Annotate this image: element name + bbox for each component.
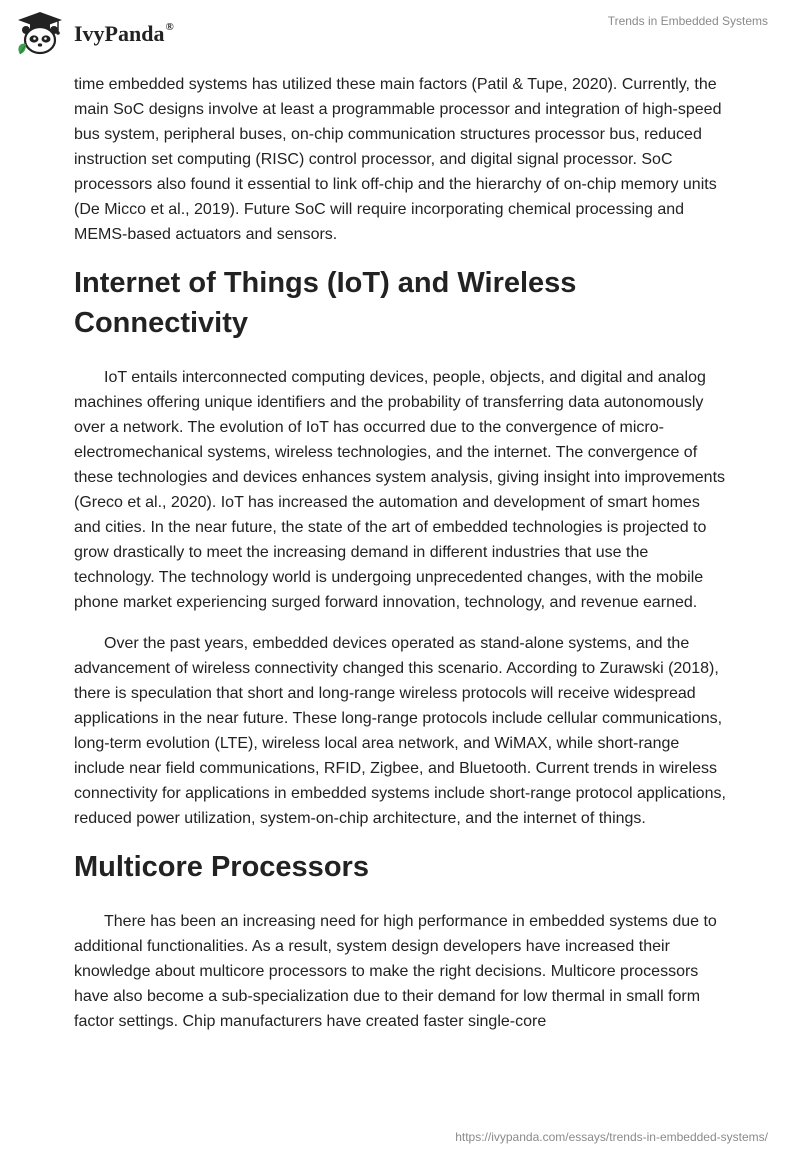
essay-body: [74, 72, 730, 1050]
brand-name: IvyPanda®: [74, 20, 174, 46]
ivypanda-logo[interactable]: [14, 8, 174, 58]
heading-iot-wireless: Internet of Things (IoT) and Wireless Connectivity: [74, 267, 577, 339]
paragraph-soc-continued: time embedded systems has utilized these main factors (Patil & Tupe, 2020). Currently, the main SoC designs involve at least a programmable processor and integration of high-speed bus system, peripheral buses, on-chip communication structures processor bus, reduced instruction set computing (RISC) control processor, and digital signal processor. SoC processors also found it essential to link off-chip and the hierarchy of on-chip memory units (De Micco et al., 2019). Future SoC will require incorporating chemical processing and MEMS-based actuators and sensors.: [74, 76, 722, 243]
paragraph-multicore: There has been an increasing need for high performance in embedded systems due to additional functionalities. As a result, system design developers have increased their knowledge about multicore processors to make the right decisions. Multicore processors have also become a sub-specialization due to their demand for low thermal in small form factor settings. Chip manufacturers have created faster single-core: [74, 913, 717, 1030]
paragraph-iot: IoT entails interconnected computing devices, people, objects, and digital and analog machines offering unique identifiers and the probability of transferring data autonomously over a network. The evolution of IoT has occurred due to the convergence of micro-electromechanical systems, wireless technologies, and the internet. The convergence of these technologies and devices enhances system analysis, giving insight into improvements (Greco et al., 2020). IoT has increased the automation and development of smart homes and cities. In the near future, the state of the art of embedded technologies is projected to grow drastically to meet the increasing demand in different industries that use the technology. The technology world is undergoing unprecedented changes, with the mobile phone market experiencing surged forward innovation, technology, and revenue earned.: [74, 369, 726, 611]
panda-graduate-icon: [14, 10, 66, 56]
paragraph-wireless: Over the past years, embedded devices operated as stand-alone systems, and the advancement of wireless connectivity changed this scenario. According to Zurawski (2018), there is speculation that short and long-range wireless protocols will receive widespread applications in the near future. These long-range protocols include cellular communications, long-term evolution (LTE), wireless local area network, and WiMAX, while short-range include near field communications, RFID, Zigbee, and Bluetooth. Current trends in wireless connectivity for applications in embedded systems include short-range protocol applications, reduced power utilization, system-on-chip architecture, and the internet of things.: [74, 635, 726, 827]
page-header: [0, 0, 800, 62]
source-url[interactable]: https://ivypanda.com/essays/trends-in-embedded-systems/: [455, 1130, 768, 1144]
registered-mark: ®: [165, 20, 174, 33]
document-title: Trends in Embedded Systems: [607, 14, 768, 28]
heading-multicore: Multicore Processors: [74, 851, 369, 883]
